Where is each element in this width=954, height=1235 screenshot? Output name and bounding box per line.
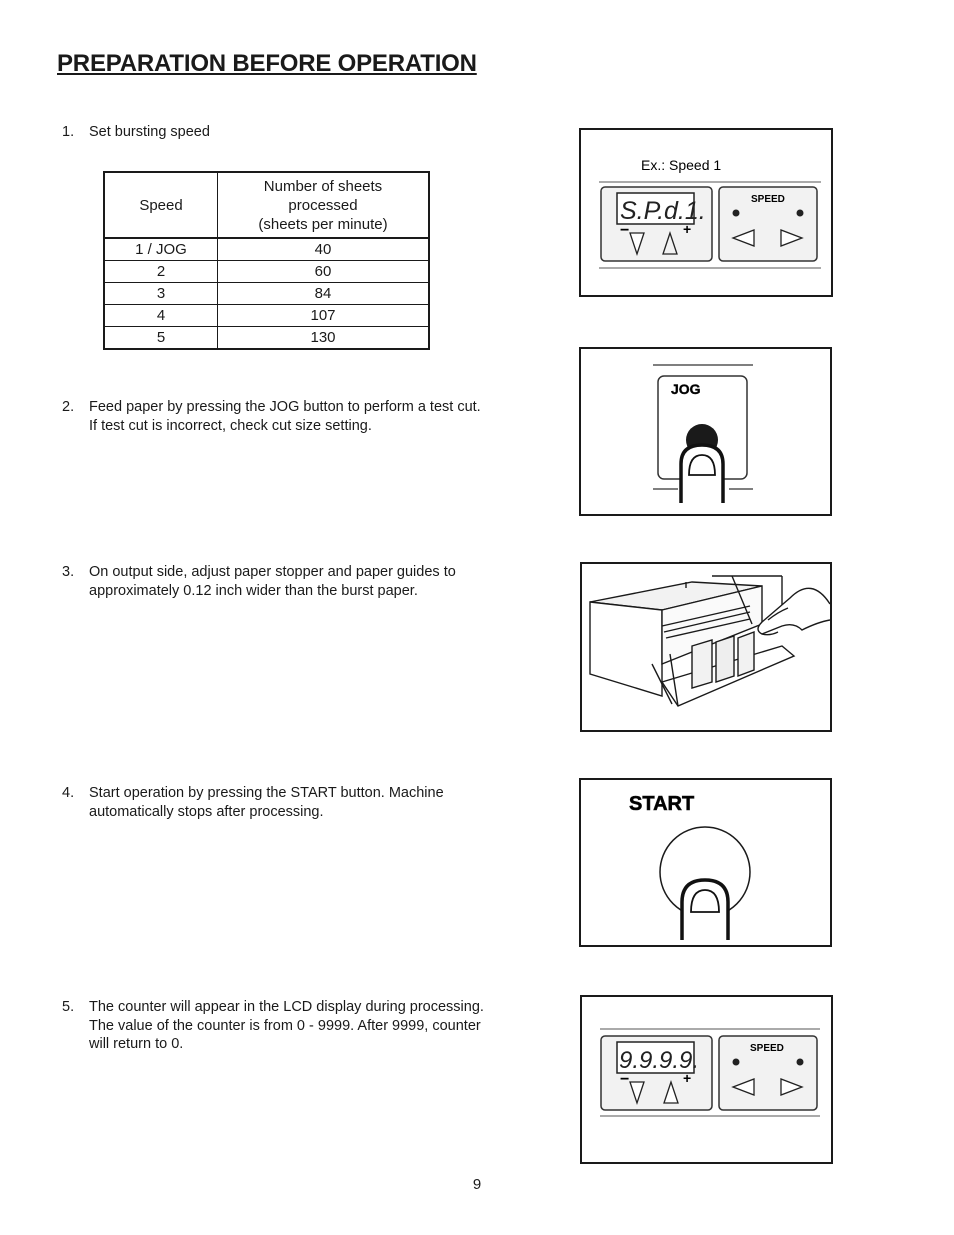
header-sheets-line3: (sheets per minute) bbox=[258, 215, 388, 233]
lcd-readout: S.P.d.1. bbox=[620, 197, 706, 225]
table-row bbox=[104, 305, 429, 327]
table-row bbox=[104, 327, 429, 350]
cell-speed: 5 bbox=[104, 327, 218, 350]
speed-label: SPEED bbox=[750, 1043, 784, 1054]
output-side-figure bbox=[580, 562, 832, 732]
cell-sheets: 107 bbox=[218, 305, 430, 327]
plus-sign: + bbox=[683, 221, 692, 237]
cell-speed: 4 bbox=[104, 305, 218, 327]
cell-sheets: 130 bbox=[218, 327, 430, 350]
cell-speed: 1 / JOG bbox=[104, 238, 218, 261]
cell-sheets: 60 bbox=[218, 261, 430, 283]
plus-sign: + bbox=[683, 1070, 692, 1086]
table-row bbox=[104, 238, 429, 261]
cell-speed: 3 bbox=[104, 283, 218, 305]
speed-caption: Ex.: Speed 1 bbox=[641, 157, 722, 173]
speed-panel-figure bbox=[579, 128, 833, 297]
step-text: Start operation by pressing the START button. Machine automatically stops after processing. bbox=[89, 785, 444, 820]
speed-label: SPEED bbox=[751, 194, 785, 205]
step-number: 1. bbox=[62, 124, 75, 140]
start-label: START bbox=[629, 793, 695, 815]
jog-panel-figure bbox=[579, 347, 832, 516]
start-panel-figure bbox=[579, 778, 832, 947]
table-row bbox=[104, 283, 429, 305]
header-sheets bbox=[218, 172, 430, 238]
step-number: 2. bbox=[62, 399, 75, 415]
step-number: 4. bbox=[62, 785, 75, 801]
indicator-left-icon bbox=[733, 1059, 740, 1066]
lcd-readout: 9.9.9.9. bbox=[619, 1047, 700, 1074]
indicator-right-icon bbox=[797, 210, 804, 217]
header-sheets-line1: Number of sheets bbox=[263, 177, 383, 195]
paper-stopper bbox=[716, 636, 734, 682]
step-text: Feed paper by pressing the JOG button to perform a test cut. If test cut is incorrect, check cut size setting. bbox=[89, 399, 481, 434]
minus-sign: − bbox=[620, 222, 630, 239]
hand-icon bbox=[758, 588, 830, 634]
step-text: On output side, adjust paper stopper and paper guides to approximately 0.12 inch wider than the burst paper. bbox=[89, 564, 456, 599]
indicator-right-icon bbox=[797, 1059, 804, 1066]
step-text: The counter will appear in the LCD display during processing. The value of the counter is from 0 - 9999. After 9999, counter will return to 0. bbox=[89, 999, 484, 1052]
speed-table bbox=[103, 171, 430, 350]
minus-sign: − bbox=[620, 1071, 630, 1088]
paper-guide-left bbox=[692, 640, 712, 688]
table-row bbox=[104, 261, 429, 283]
page-number: 9 bbox=[472, 1176, 482, 1193]
table-header-row bbox=[104, 172, 429, 238]
header-sheets-line2: processed bbox=[288, 196, 358, 214]
step-text: Set bursting speed bbox=[89, 124, 210, 140]
cell-speed: 2 bbox=[104, 261, 218, 283]
cell-sheets: 40 bbox=[218, 238, 430, 261]
step-number: 5. bbox=[62, 999, 75, 1015]
page-title: PREPARATION BEFORE OPERATION bbox=[57, 50, 477, 77]
step-number: 3. bbox=[62, 564, 75, 580]
header-speed: Speed bbox=[104, 172, 218, 238]
cell-sheets: 84 bbox=[218, 283, 430, 305]
indicator-left-icon bbox=[733, 210, 740, 217]
jog-label: JOG bbox=[671, 381, 701, 397]
counter-panel-figure bbox=[580, 995, 833, 1164]
paper-guide-right bbox=[738, 632, 754, 676]
